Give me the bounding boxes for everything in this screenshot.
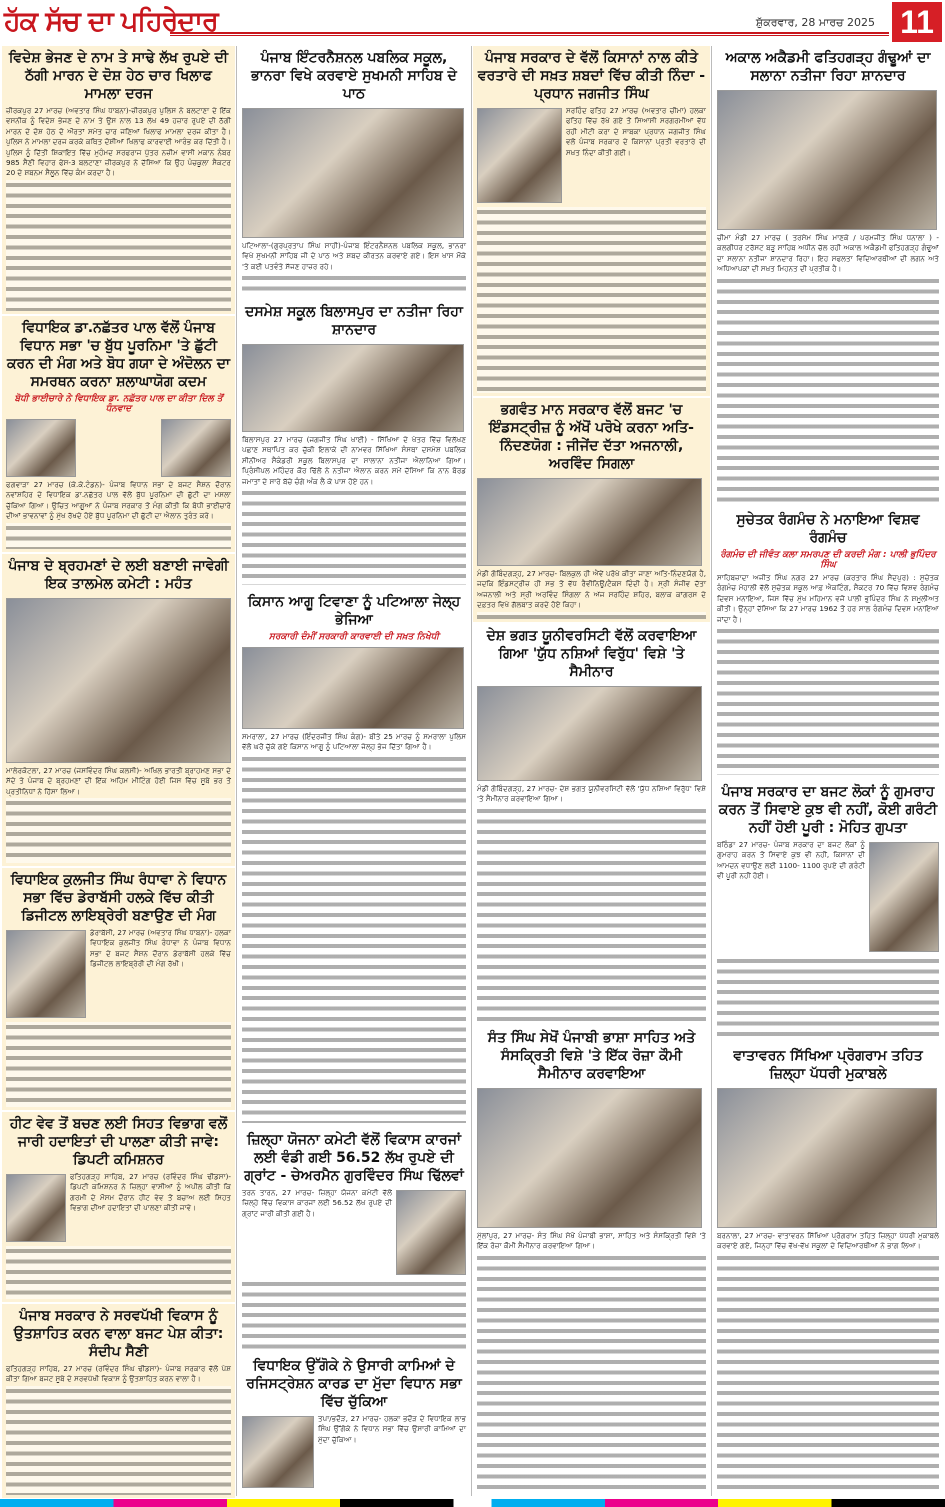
news-article [713,1044,943,1498]
article-body: ਡੇਰਾਬੱਸੀ, 27 ਮਾਰਚ (ਅਵਤਾਰ ਸਿੰਘ ਧਾਬਨਾ)- ਹਲਕਾ ਵਿਧਾਇਕ ਕੁਲਜੀਤ ਸਿੰਘ ਰੰਧਾਵਾ ਨੇ ਪੰਜਾਬ ਵਿਧਾਨ ਸਭਾ ਦੇ ਬਜਟ ਸੈਸ਼ਨ ਦੌਰਾਨ ਡੇਰਾਬੱਸੀ ਹਲਕੇ ਵਿੱਚ ਡਿਜੀਟਲ ਲਾਇਬ੍ਰੇਰੀ ਦੀ ਮੰਗ ਰੱਖੀ। [90,928,231,969]
article-text-continuation [477,1253,706,1495]
news-article [713,46,943,506]
article-subheadline: ਸਰਕਾਰੀ ਦੰਮੀਂ ਸਰਕਾਰੀ ਕਾਰਵਾਈ ਦੀ ਸਖ਼ਤ ਨਿਖੇਧੀ [268,632,440,642]
article-content [242,645,466,753]
article-body: ਪਟਿਆਲਾ-(ਗੁਰਪ੍ਰਤਾਪ ਸਿੰਘ ਸਾਹੀ)-ਪੰਜਾਬ ਇੰਟਰਨੈਸ਼ਨਲ ਪਬਲਿਕ ਸਕੂਲ, ਭਾਨਰਾ ਵਿਖੇ ਸੁਖਮਨੀ ਸਾਹਿਬ ਜੀ ਦੇ ਪਾਠ ਅਤੇ ਸ਼ਬਦ ਕੀਰਤਨ ਕਰਵਾਏ ਗਏ। ਇਸ ਖਾਸ ਮੌਕੇ 'ਤੇ ਕਈ ਪਤਵੰਤੇ ਸੱਜਣ ਹਾਜ਼ਰ ਰਹੇ। [242,241,466,271]
article-headline[interactable]: ਹੀਟ ਵੇਵ ਤੋਂ ਬਚਣ ਲਈ ਸਿਹਤ ਵਿਭਾਗ ਵਲੋਂ ਜਾਰੀ ਹਦਾਇਤਾਂ ਦੀ ਪਾਲਣਾ ਕੀਤੀ ਜਾਵੇ: ਡਿਪਟੀ ਕਮਿਸ਼ਨਰ [9,1116,228,1168]
column-divider [471,46,472,1496]
article-headline[interactable]: ਵਾਤਾਵਰਨ ਸਿੱਖਿਆ ਪ੍ਰੋਗਰਾਮ ਤਹਿਤ ਜ਼ਿਲ੍ਹਾ ਪੱਧਰੀ ਮੁਕਾਬਲੇ [733,1048,923,1082]
article-content [6,1172,231,1245]
article-text-continuation [6,1246,231,1299]
article-text-continuation [6,798,231,863]
news-photo[interactable] [242,647,464,729]
article-text-continuation [6,523,231,549]
news-article [2,316,235,552]
photo-row [6,417,231,480]
article-content [6,596,231,797]
article-text-continuation [242,488,466,585]
news-photo[interactable] [717,90,937,230]
article-content [477,684,706,805]
article-body: ਤਰਨ ਤਾਰਨ, 27 ਮਾਰਚ- ਜ਼ਿਲ੍ਹਾ ਯੋਜਨਾ ਕਮੇਟੀ ਵੱਲੋਂ ਜ਼ਿਲ੍ਹੇ ਵਿੱਚ ਵਿਕਾਸ ਕਾਰਜਾਂ ਲਈ 56.52 ਲੱਖ ਰੁਪਏ ਦੀ ਗ੍ਰਾਂਟ ਜਾਰੀ ਕੀਤੀ ਗਈ ਹੈ। [242,1188,392,1218]
article-content [242,342,466,487]
news-article [473,398,710,622]
article-content [242,106,466,272]
news-photo[interactable] [477,478,702,566]
article-content [717,88,939,275]
article-text-continuation [477,612,706,619]
article-headline[interactable]: ਦਸਮੇਸ਼ ਸਕੂਲ ਬਿਲਾਸਪੁਰ ਦਾ ਨਤੀਜਾ ਰਿਹਾ ਸ਼ਾਨਦਾਰ [245,304,463,338]
article-body: ਮੰਡੀ ਗੋਬਿੰਦਗੜ੍ਹ, 27 ਮਾਰਚ- ਦੇਸ਼ ਭਗਤ ਯੂਨੀਵਰਸਿਟੀ ਵੱਲੋਂ 'ਯੁੱਧ ਨਸ਼ਿਆਂ ਵਿਰੁੱਧ' ਵਿਸ਼ੇ 'ਤੇ ਸੈਮੀਨਾਰ ਕਰਵਾਇਆ ਗਿਆ। [477,784,706,804]
article-content [717,840,939,955]
article-body: ਮੁੱਲਾਂਪੁਰ, 27 ਮਾਰਚ- ਸੰਤ ਸਿੰਘ ਸੇਖੋਂ ਪੰਜਾਬੀ ਭਾਸ਼ਾ, ਸਾਹਿਤ ਅਤੇ ਸੰਸਕ੍ਰਿਤੀ ਵਿਸ਼ੇ 'ਤੇ ਇੱਕ ਰੋਜ਼ਾ ਕੌਮੀ ਸੈਮੀਨਾਰ ਕਰਵਾਇਆ ਗਿਆ। [477,1231,706,1251]
article-content [477,106,706,206]
news-photo[interactable] [477,108,562,203]
article-text-continuation [242,754,466,1123]
news-photo[interactable] [6,1174,66,1242]
article-body: ਮਾਲੇਰਕੋਟਲਾ, 27 ਮਾਰਚ (ਜਸਵਿੰਦਰ ਸਿੰਘ ਕਲਸੀ)- ਅਖਿਲ ਭਾਰਤੀ ਬ੍ਰਾਹਮਣ ਸਭਾ ਦੇ ਸੱਦੇ ਤੇ ਪੰਜਾਬ ਦੇ ਬ੍ਰਹਮਣਾਂ ਦੀ ਇੱਕ ਅਹਿਮ ਮੀਟਿੰਗ ਹੋਈ ਜਿਸ ਵਿੱਚ ਸੂਬੇ ਭਰ ਤੋਂ ਪ੍ਰਤੀਨਿਧਾਂ ਨੇ ਹਿੱਸਾ ਲਿਆ। [6,766,231,796]
news-photo[interactable] [396,1190,466,1275]
article-body: ਫਗਵਾੜਾ 27 ਮਾਰਚ (ਕੇ.ਕੇ.ਟੰਡਨ)- ਪੰਜਾਬ ਵਿਧਾਨ ਸਭਾ ਦੇ ਬਜਟ ਸੈਸ਼ਨ ਦੌਰਾਨ ਨਵਾਂਸ਼ਹਿਰ ਦੇ ਵਿਧਾਇਕ ਡਾ.ਨਛੱਤਰ ਪਾਲ ਵੱਲੋਂ ਬੁੱਧ ਪੂਰਨਿਮਾ ਦੀ ਛੁੱਟੀ ਦਾ ਮਸਲਾ ਚੁੱਕਿਆ ਗਿਆ। ਉਚਿਤ ਆਗੂਆਂ ਨੇ ਪੰਜਾਬ ਸਰਕਾਰ ਤੋਂ ਮੰਗ ਕੀਤੀ ਕਿ ਬੋਧੀ ਭਾਈਚਾਰੇ ਦੀਆਂ ਭਾਵਨਾਵਾਂ ਨੂੰ ਮੁੱਖ ਰੱਖਦੇ ਹੋਏ ਬੁੱਧ ਪੂਰਨਿਮਾ ਦੀ ਛੁੱਟੀ ਦਾ ਐਲਾਨ ਤੁਰੰਤ ਕਰੇ। [6,480,231,521]
article-text-continuation [6,1022,231,1107]
news-article [713,780,943,1042]
news-article [2,1304,235,1498]
article-body: ਫਤਿਹਗੜ੍ਹ ਸਾਹਿਬ, 27 ਮਾਰਚ (ਰਵਿੰਦਰ ਸਿੰਘ ਢੀਂਡਸਾ)- ਪੰਜਾਬ ਸਰਕਾਰ ਵੱਲੋਂ ਪੇਸ਼ ਕੀਤਾ ਗਿਆ ਬਜਟ ਸੂਬੇ ਦੇ ਸਰਵਪੱਖੀ ਵਿਕਾਸ ਨੂੰ ਉਤਸ਼ਾਹਿਤ ਕਰਨ ਵਾਲਾ ਹੈ। [6,1364,231,1384]
article-headline[interactable]: ਵਿਧਾਇਕ ਡਾ.ਨਛੱਤਰ ਪਾਲ ਵੱਲੋਂ ਪੰਜਾਬ ਵਿਧਾਨ ਸਭਾ 'ਚ ਬੁੱਧ ਪੂਰਨਿਮਾ 'ਤੇ ਛੁੱਟੀ ਕਰਨ ਦੀ ਮੰਗ ਅਤੇ ਬੋਧ ਗਯਾ ਦੇ ਅੰਦੋਲਨ ਦਾ ਸਮਰਥਨ ਕਰਨਾ ਸ਼ਲਾਘਾਯੋਗ ਕਦਮ [6,320,231,390]
article-body: ਬਰਨਾਲਾ, 27 ਮਾਰਚ- ਵਾਤਾਵਰਨ ਸਿੱਖਿਆ ਪ੍ਰੋਗਰਾਮ ਤਹਿਤ ਜ਼ਿਲ੍ਹਾ ਪੱਧਰੀ ਮੁਕਾਬਲੇ ਕਰਵਾਏ ਗਏ, ਜਿਨ੍ਹਾਂ ਵਿੱਚ ਵੱਖ-ਵੱਖ ਸਕੂਲਾਂ ਦੇ ਵਿਦਿਆਰਥੀਆਂ ਨੇ ਭਾਗ ਲਿਆ। [717,1231,939,1251]
news-photo[interactable] [161,419,231,477]
article-content [477,1086,706,1252]
article-text-continuation [717,626,939,775]
news-article [238,590,470,1126]
article-body: ਮੰਡੀ ਗੋਬਿੰਦਗੜ੍ਹ, 27 ਮਾਰਚ- ਬਿਲਕੁਲ ਹੀ ਐਂਵੇਂ ਪਰੋਖੇ ਕੀਤਾ ਜਾਣਾ ਅਤਿ-ਨਿੰਦਣਯੋਗ ਹੈ, ਜਦਕਿ ਇੰਡਸਟ੍ਰੀਜ਼ ਹੀ ਸਭ ਤੋਂ ਵੱਧ ਰੈਵੀਨਿਊ/ਟੈਕਸ ਦਿੰਦੀ ਹੈ। ਸ੍ਰੀ ਸੰਜੀਵ ਦੱਤਾ ਅਜਨਾਲੀ ਅਤੇ ਸ੍ਰੀ ਅਰਵਿੰਦ ਸਿੰਗਲਾ ਨੇ ਅੱਜ ਸਰਹਿੰਦ ਸ਼ਹਿਰ, ਬਲਾਕ ਕਾਂਗਰਸ ਦੇ ਦਫ਼ਤਰ ਵਿਖੇ ਗੱਲਬਾਤ ਕਰਦੇ ਹੋਏ ਕਿਹਾ। [477,569,706,610]
news-article [2,1112,235,1302]
article-content [242,1188,466,1278]
article-headline[interactable]: ਕਿਸਾਨ ਆਗੂ ਟਿਵਾਣਾ ਨੂੰ ਪਟਿਆਲਾ ਜੇਲ੍ਹ ਭੇਜਿਆ [247,594,461,628]
article-headline[interactable]: ਪੰਜਾਬ ਦੇ ਬ੍ਰਹਮਣਾਂ ਦੇ ਲਈ ਬਣਾਈ ਜਾਵੇਗੀ ਇਕ ਤਾਲਮੇਲ ਕਮੇਟੀ : ਮਹੰਤ [8,558,229,592]
news-article [473,624,710,1024]
article-text-continuation [242,273,466,295]
news-article [473,46,710,396]
article-headline[interactable]: ਭਗਵੰਤ ਮਾਨ ਸਰਕਾਰ ਵੱਲੋਂ ਬਜਟ 'ਚ ਇੰਡਸਟ੍ਰੀਜ਼ ਨੂੰ ਅੱਖੋਂ ਪਰੋਖੇ ਕਰਨਾ ਅਤਿ-ਨਿੰਦਣਯੋਗ : ਜੀਜੇਂਦ ਦੱਤਾ ਅਜਨਾਲੀ, ਅਰਵਿੰਦ ਸਿਗਲਾ [489,402,694,472]
article-body: ਤਪਾ/ਭਦੌੜ, 27 ਮਾਰਚ- ਹਲਕਾ ਭਦੌੜ ਦੇ ਵਿਧਾਇਕ ਲਾਭ ਸਿੰਘ ਉੱਗੋਕੇ ਨੇ ਵਿਧਾਨ ਸਭਾ ਵਿੱਚ ਉਸਾਰੀ ਕਾਮਿਆਂ ਦਾ ਮੁੱਦਾ ਚੁੱਕਿਆ। [318,1414,466,1444]
article-body: ਸਮਰਾਲਾ, 27 ਮਾਰਚ (ਇੰਦਰਜੀਤ ਸਿੰਘ ਕੰਗ)- ਬੀਤੇ 25 ਮਾਰਚ ਨੂੰ ਸਮਰਾਲਾ ਪੁਲਿਸ ਵੱਲੋਂ ਘਰੋਂ ਚੁੱਕੇ ਗਏ ਕਿਸਾਨ ਆਗੂ ਨੂੰ ਪਟਿਆਲਾ ਜੇਲ੍ਹ ਭੇਜ ਦਿੱਤਾ ਗਿਆ ਹੈ। [242,732,466,752]
article-headline[interactable]: ਪੰਜਾਬ ਇੰਟਰਨੈਸ਼ਨਲ ਪਬਲਿਕ ਸਕੂਲ, ਭਾਨਰਾ ਵਿਖੇ ਕਰਵਾਏ ਸੁਖਮਨੀ ਸਾਹਿਬ ਦੇ ਪਾਠ [251,50,457,102]
news-article [473,1026,710,1498]
article-content [6,106,231,179]
news-article [2,46,235,314]
article-text-continuation [477,207,706,393]
article-text-continuation [717,956,939,1039]
article-body: ਸਾਹਿਬਜ਼ਾਦਾ ਅਜੀਤ ਸਿੰਘ ਨਗਰ 27 ਮਾਰਚ (ਕਰਤਾਰ ਸਿੰਘ ਸੈਦਪੁਰ) : ਸੁਚੇਤਕ ਰੰਗਮੰਚ ਮੋਹਾਲੀ ਵੱਲੋਂ ਸੁਚੇਤਕ ਸਕੂਲ ਆਫ਼ ਐਕਟਿੰਗ, ਸੈਕਟਰ 70 ਵਿੱਚ ਵਿਸ਼ਵ ਰੰਗਮੰਚ ਦਿਵਸ ਮਨਾਇਆ, ਜਿਸ ਵਿੱਚ ਮੁੱਖ ਮਹਿਮਾਨ ਵਜੋਂ ਪਾਲੀ ਭੁਪਿੰਦਰ ਸਿੰਘ ਨੇ ਸ਼ਮੂਲੀਅਤ ਕੀਤੀ। ਉਨ੍ਹਾਂ ਦੱਸਿਆ ਕਿ 27 ਮਾਰਚ 1962 ਤੋਂ ਹਰ ਸਾਲ ਰੰਗਮੰਚ ਦਿਵਸ ਮਨਾਇਆ ਜਾਂਦਾ ਹੈ। [717,573,939,624]
news-photo[interactable] [6,598,231,763]
article-headline[interactable]: ਵਿਧਾਇਕ ਕੁਲਜੀਤ ਸਿੰਘ ਰੰਧਾਵਾ ਨੇ ਵਿਧਾਨ ਸਭਾ ਵਿੱਚ ਡੇਰਾਬੱਸੀ ਹਲਕੇ ਵਿੱਚ ਕੀਤੀ ਡਿਜੀਟਲ ਲਾਇਬ੍ਰੇਰੀ ਬਣਾਉਣ ਦੀ ਮੰਗ [10,872,227,924]
masthead-rule [170,32,889,36]
masthead [0,0,945,44]
article-body: ਜ਼ੀਰਕਪੁਰ 27 ਮਾਰਚ (ਅਵਤਾਰ ਸਿੰਘ ਧਾਬਨਾ)-ਜ਼ੀਰਕਪੁਰ ਪੁਲਿਸ ਨੇ ਬਲਟਾਣਾ ਦੇ ਇੱਕ ਵਸਨੀਕ ਨੂੰ ਵਿਦੇਸ਼ ਭੇਜਣ ਦੇ ਨਾਮ ਤੇ ਉਸ ਨਾਲ 13 ਲੱਖ 49 ਹਜ਼ਾਰ ਰੁਪਏ ਦੀ ਠੱਗੀ ਮਾਰਨ ਦੇ ਦੋਸ਼ ਹੇਠ ਦੋ ਔਰਤਾਂ ਸਮੇਤ ਚਾਰ ਜਣਿਆਂ ਖਿਲਾਫ ਮਾਮਲਾ ਦਰਜ ਕੀਤਾ ਹੈ। ਪੁਲਿਸ ਨੇ ਮਾਮਲਾ ਦਰਜ ਕਰਕੇ ਕਥਿਤ ਦੋਸ਼ੀਆਂ ਖਿਲਾਫ ਕਾਰਵਾਈ ਆਰੰਭ ਕਰ ਦਿੱਤੀ ਹੈ। ਪੁਲਿਸ ਨੂੰ ਦਿੱਤੀ ਸ਼ਿਕਾਇਤ ਵਿੱਚ ਮੁਹੰਮਦ ਸਰਫਰਾਜ ਪੁੱਤਰ ਨਜ਼ੀਮ ਵਾਸੀ ਮਕਾਨ ਨੰਬਰ 985 ਸੈਣੀ ਵਿਹਾਰ ਫੇਸ-3 ਬਲਟਾਣਾ ਜ਼ੀਰਕਪੁਰ ਨੇ ਦੱਸਿਆ ਕਿ ਉਹ ਪੰਚਕੂਲਾ ਸੈਕਟਰ 20 ਦੇ ਸ਼ਬਨਮ ਸੈਲੂਨ ਵਿੱਚ ਕੰਮ ਕਰਦਾ ਹੈ। [6,106,231,178]
article-content [242,1414,466,1491]
news-photo[interactable] [242,344,464,432]
news-photo[interactable] [717,1088,937,1228]
article-headline[interactable]: ਪੰਜਾਬ ਸਰਕਾਰ ਨੇ ਸਰਵਪੱਖੀ ਵਿਕਾਸ ਨੂੰ ਉਤਸ਼ਾਹਿਤ ਕਰਨ ਵਾਲਾ ਬਜਟ ਪੇਸ਼ ਕੀਤਾ: ਸੰਦੀਪ ਸੈਣੀ [13,1308,224,1360]
article-text-continuation [242,1492,466,1495]
article-body: ਬਠਿੰਡਾ 27 ਮਾਰਚ- ਪੰਜਾਬ ਸਰਕਾਰ ਦਾ ਬਜਟ ਲੋਕਾਂ ਨੂੰ ਗੁਮਰਾਹ ਕਰਨ ਤੋਂ ਸਿਵਾਏ ਕੁਝ ਵੀ ਨਹੀਂ, ਕਿਸਾਨਾਂ ਦੀ ਆਮਦਨ ਵਧਾਉਣ ਲਈ 1100- 1100 ਰੁਪਏ ਦੀ ਗਰੰਟੀ ਵੀ ਪੂਰੀ ਨਹੀਂ ਹੋਈ। [717,840,865,881]
news-article [2,554,235,866]
article-content [477,476,706,611]
article-headline[interactable]: ਵਿਦੇਸ਼ ਭੇਜਣ ਦੇ ਨਾਮ ਤੇ ਸਾਢੇ ਲੱਖ ਰੁਪਏ ਦੀ ਠੱਗੀ ਮਾਰਨ ਦੇ ਦੋਸ਼ ਹੇਠ ਚਾਰ ਖਿਲਾਫ ਮਾਮਲਾ ਦਰਜ [8,50,229,102]
news-photo[interactable] [477,686,702,781]
article-headline[interactable]: ਵਿਧਾਇਕ ਉੱਗੋਕੇ ਨੇ ਉਸਾਰੀ ਕਾਮਿਆਂ ਦੇ ਰਜਿਸਟ੍ਰੇਸ਼ਨ ਕਾਰਡ ਦਾ ਮੁੱਦਾ ਵਿਧਾਨ ਸਭਾ ਵਿੱਚ ਚੁੱਕਿਆ [246,1358,462,1410]
news-photo[interactable] [869,842,939,952]
news-photo[interactable] [477,1088,702,1228]
article-text-continuation [242,1279,466,1349]
news-article [2,868,235,1110]
article-headline[interactable]: ਅਕਾਲ ਅਕੈਡਮੀ ਫਤਿਹਗੜ੍ਹ ਗੰਢੂਆਂ ਦਾ ਸਲਾਨਾ ਨਤੀਜਾ ਰਿਹਾ ਸ਼ਾਨਦਾਰ [725,50,931,84]
article-headline[interactable]: ਸੁਚੇਤਕ ਰੰਗਮੰਚ ਨੇ ਮਨਾਇਆ ਵਿਸ਼ਵ ਰੰਗਮੰਚ [736,512,920,546]
article-content [6,928,231,1021]
article-subheadline: ਰੰਗਮੰਚ ਦੀ ਜੀਵੰਤ ਕਲਾ ਸਮਰਪਣ ਦੀ ਕਰਦੀ ਮੰਗ : ਪਾਲੀ ਭੁਪਿੰਦਰ ਸਿੰਘ [720,550,936,570]
news-photo[interactable] [242,108,464,238]
news-article [713,508,943,778]
article-headline[interactable]: ਦੇਸ਼ ਭਗਤ ਯੂਨੀਵਰਸਿਟੀ ਵੱਲੋਂ ਕਰਵਾਇਆ ਗਿਆ 'ਯੁੱਧ ਨਸ਼ਿਆਂ ਵਿਰੁੱਧ' ਵਿਸ਼ੇ 'ਤੇ ਸੈਮੀਨਾਰ [486,628,697,680]
article-body: ਚੀਮਾ ਮੰਡੀ 27 ਮਾਰਚ ( ਤਰਸੇਮ ਸਿੰਘ ਮਾਣਕੇ / ਪਰਮਜੀਤ ਸਿੰਘ ਧਨਾਲਾ ) - ਕਲਗੀਧਰ ਟਰੱਸਟ ਬੜੂ ਸਾਹਿਬ ਅਧੀਨ ਚੱਲ ਰਹੀ ਅਕਾਲ ਅਕੈਡਮੀ ਫਤਿਹਗੜ੍ਹ ਗੰਢੂਆਂ ਦਾ ਸਲਾਨਾ ਨਤੀਜਾ ਸ਼ਾਨਦਾਰ ਰਿਹਾ। ਇਹ ਸਫਲਤਾ ਵਿਦਿਆਰਥੀਆਂ ਦੀ ਲਗਨ ਅਤੇ ਅਧਿਆਪਕਾਂ ਦੀ ਸਖ਼ਤ ਮਿਹਨਤ ਦੀ ਪ੍ਰਤੀਕ ਹੈ। [717,233,939,274]
page-number: 11 [892,2,942,42]
article-headline[interactable]: ਸੰਤ ਸਿੰਘ ਸੇਖੋਂ ਪੰਜਾਬੀ ਭਾਸ਼ਾ ਸਾਹਿਤ ਅਤੇ ਸੰਸਕ੍ਰਿਤੀ ਵਿਸ਼ੇ 'ਤੇ ਇੱਕ ਰੋਜ਼ਾ ਕੌਮੀ ਸੈਮੀਨਾਰ ਕਰਵਾਇਆ [487,1030,696,1082]
article-text-continuation [717,1253,939,1495]
color-registration-strip [0,1499,945,1507]
article-body: ਫਤਿਹਗੜ੍ਹ ਸਾਹਿਬ, 27 ਮਾਰਚ (ਰਵਿੰਦਰ ਸਿੰਘ ਢੀਂਡਸਾ)- ਡਿਪਟੀ ਕਮਿਸ਼ਨਰ ਨੇ ਜ਼ਿਲ੍ਹਾ ਵਾਸੀਆਂ ਨੂੰ ਅਪੀਲ ਕੀਤੀ ਕਿ ਗਰਮੀ ਦੇ ਮੌਸਮ ਦੌਰਾਨ ਹੀਟ ਵੇਵ ਤੋਂ ਬਚਾਅ ਲਈ ਸਿਹਤ ਵਿਭਾਗ ਦੀਆਂ ਹਦਾਇਤਾਂ ਦੀ ਪਾਲਣਾ ਕੀਤੀ ਜਾਵੇ। [70,1172,231,1213]
article-text-continuation [6,1386,231,1495]
article-text-continuation [6,180,231,311]
logo-text: ਹੱਕ ਸੱਚ ਦਾ ਪਹਿਰੇਦਾਰ [4,6,218,37]
news-photo[interactable] [6,419,76,477]
article-text-continuation [477,806,706,1021]
news-article [238,300,470,588]
article-headline[interactable]: ਪੰਜਾਬ ਸਰਕਾਰ ਦਾ ਬਜਟ ਲੋਕਾਂ ਨੂੰ ਗੁਮਰਾਹ ਕਰਨ ਤੋਂ ਸਿਵਾਏ ਕੁਝ ਵੀ ਨਹੀਂ, ਕੋਈ ਗਰੰਟੀ ਨਹੀਂ ਹੋਈ ਪੂਰੀ : ਮੋਹਿਤ ਗੁਪਤਾ [718,784,938,836]
news-photo[interactable] [242,1416,314,1488]
article-content [717,1086,939,1252]
article-text-continuation [717,276,939,503]
article-content [6,417,231,522]
issue-date: ਸ਼ੁੱਕਰਵਾਰ, 28 ਮਾਰਚ 2025 [755,16,875,29]
news-photo[interactable] [6,930,86,1018]
article-body: ਬਿਲਾਸਪੁਰ 27 ਮਾਰਚ (ਜਗਜੀਤ ਸਿੰਘ ਖਾਈ) - ਸਿੱਖਿਆ ਦੇ ਖੇਤਰ ਵਿੱਚ ਵਿਲੱਖਣ ਪਛਾਣ ਸਥਾਪਿਤ ਕਰ ਚੁੱਕੀ ਇਲਾਕੇ ਦੀ ਨਾਮਵਰ ਸਿੱਖਿਆ ਸੰਸਥਾ ਦਸਮੇਸ਼ ਪਬਲਿਕ ਸੀਨੀਅਰ ਸੈਕੰਡਰੀ ਸਕੂਲ ਬਿਲਾਸਪੁਰ ਦਾ ਸਾਲਾਨਾ ਨਤੀਜਾ ਐਲਾਨਿਆ ਗਿਆ। ਪ੍ਰਿੰਸੀਪਲ ਮਹਿੰਦਰ ਕੌਰ ਢਿੱਲੋਂ ਨੇ ਨਤੀਜਾ ਐਲਾਨ ਕਰਨ ਸਮੇਂ ਦੱਸਿਆ ਕਿ ਨਾਨ ਬੋਰਡ ਜਮਾਤਾਂ ਦੇ ਸਾਰੇ ਬੱਚੇ ਚੰਗੇ ਅੰਕ ਲੈ ਕੇ ਪਾਸ ਹੋਏ ਹਨ। [242,435,466,486]
column-divider [711,46,712,1496]
article-content [6,1364,231,1385]
article-content [717,573,939,625]
column-divider [236,46,237,1496]
article-body: ਸਰਹਿੰਦ ਫਤਿਹ 27 ਮਾਰਚ (ਅਵਤਾਰ ਚੀਮਾ) ਹਲਕਾ ਫਤਿਹ ਵਿੱਚ ਰੱਖੇ ਗਏ ਤੋਂ ਸਿਆਸੀ ਸਰਗਰਮੀਆਂ ਵੱਧ ਰਹੀ ਮੀਟੀ ਕਰਾ ਦੇ ਸਾਬਕਾ ਪ੍ਰਧਾਨ ਜਗਜੀਤ ਸਿੰਘ ਵਲੋਂ ਪੰਜਾਬ ਸਰਕਾਰ ਦੇ ਕਿਸਾਨਾਂ ਪ੍ਰਤੀ ਵਰਤਾਰੇ ਦੀ ਸਖ਼ਤ ਨਿੰਦਾ ਕੀਤੀ ਗਈ। [566,106,706,157]
article-subheadline: ਬੋਧੀ ਭਾਈਚਾਰੇ ਨੇ ਵਿਧਾਇਕ ਡਾ. ਨਛੱਤਰ ਪਾਲ ਦਾ ਕੀਤਾ ਦਿਲ ਤੋਂ ਧੰਨਵਾਦ [14,394,223,414]
article-headline[interactable]: ਜ਼ਿਲ੍ਹਾ ਯੋਜਨਾ ਕਮੇਟੀ ਵੱਲੋਂ ਵਿਕਾਸ ਕਾਰਜਾਂ ਲਈ ਵੰਡੀ ਗਈ 56.52 ਲੱਖ ਰੁਪਏ ਦੀ ਗ੍ਰਾਂਟ - ਚੇਅਰਮੈਨ ਗੁਰਵਿੰਦਰ ਸਿੰਘ ਢਿੱਲਵਾਂ [244,1132,464,1184]
news-article [238,1128,470,1352]
news-article [238,46,470,298]
article-headline[interactable]: ਪੰਜਾਬ ਸਰਕਾਰ ਦੇ ਵੱਲੋਂ ਕਿਸਾਨਾਂ ਨਾਲ ਕੀਤੇ ਵਰਤਾਰੇ ਦੀ ਸਖ਼ਤ ਸ਼ਬਦਾਂ ਵਿੱਚ ਕੀਤੀ ਨਿੰਦਾ - ਪ੍ਰਧਾਨ ਜਗਜੀਤ ਸਿੰਘ [477,50,706,102]
news-article [238,1354,470,1498]
